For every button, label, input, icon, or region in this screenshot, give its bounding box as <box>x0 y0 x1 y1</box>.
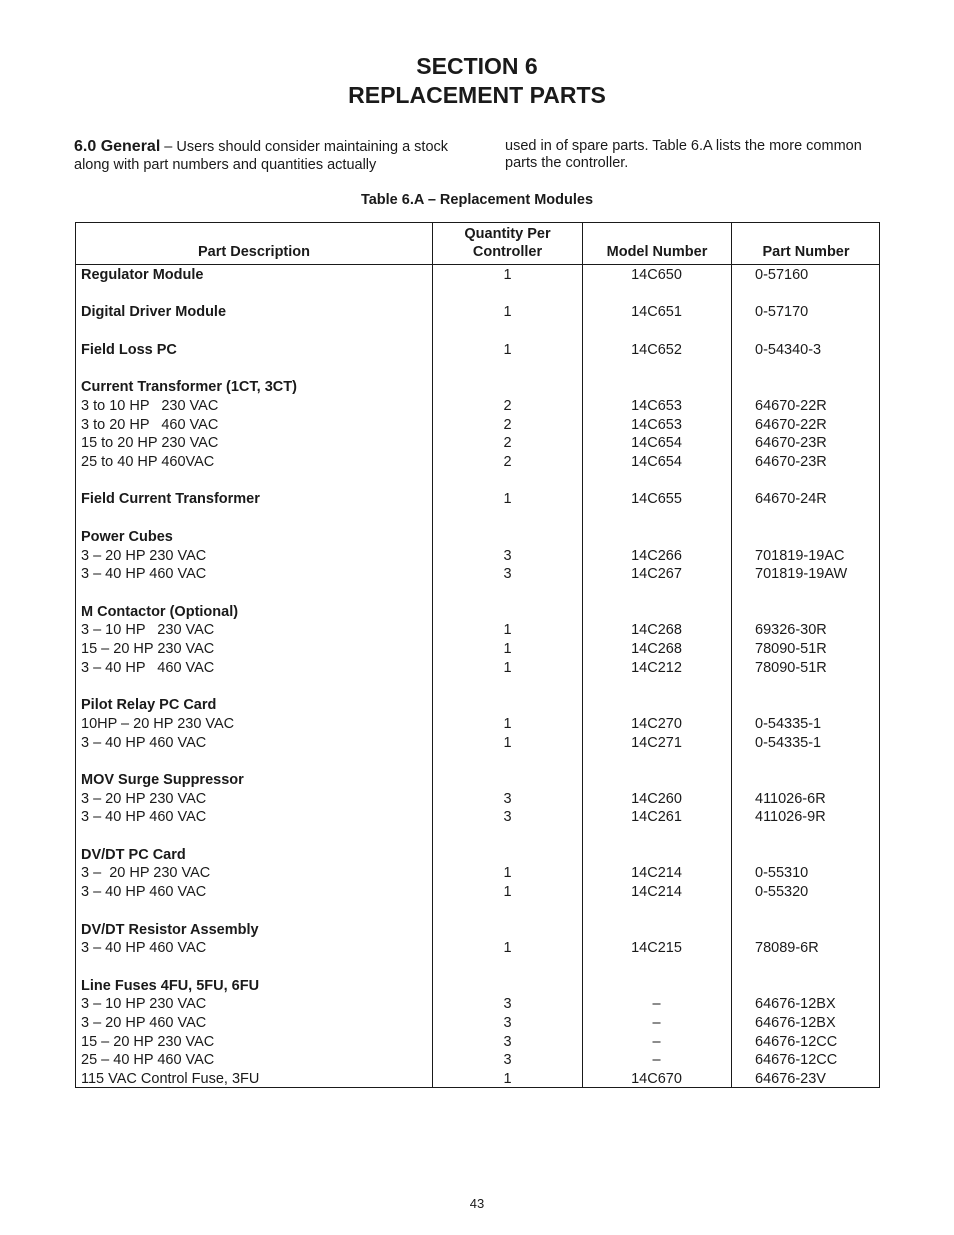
table-row <box>76 715 881 734</box>
table-row <box>76 360 881 379</box>
cell-quantity: 1 <box>503 884 512 901</box>
page-number: 43 <box>469 1196 485 1211</box>
table-row <box>76 977 881 996</box>
cell-part-number: 0-54335-1 <box>755 715 822 732</box>
cell-model-number: 14C268 <box>631 622 682 639</box>
cell-quantity: 2 <box>503 397 512 414</box>
table-row <box>76 883 881 902</box>
table-row <box>76 621 881 640</box>
cell-quantity: 1 <box>503 1071 512 1088</box>
table-row <box>76 808 881 827</box>
cell-part-number: 64676-12BX <box>755 1015 836 1031</box>
cell-description: 3 – 20 HP 230 VAC <box>81 865 211 882</box>
cell-quantity: 3 <box>503 1015 512 1031</box>
cell-quantity: 3 <box>503 566 512 583</box>
cell-part-number: 64670-22R <box>755 397 827 414</box>
table-row <box>76 528 881 547</box>
table-row <box>76 958 881 977</box>
cell-description: 15 – 20 HP 230 VAC <box>81 641 215 657</box>
cell-description: 3 – 40 HP 460 VAC <box>81 809 207 826</box>
cell-part-number: 78090-51R <box>755 641 827 657</box>
cell-part-number: 411026-9R <box>755 809 826 826</box>
cell-quantity: 3 <box>503 547 512 564</box>
cell-model-number: 14C271 <box>631 734 682 751</box>
cell-description: 25 to 40 HP 460VAC <box>81 454 215 470</box>
cell-part-number: 64676-12CC <box>755 1033 838 1050</box>
cell-model-number: 14C261 <box>631 809 682 826</box>
header-quantity: Quantity Per Controller <box>464 226 551 260</box>
intro-right-column: used in of spare parts. Table 6.A lists the more common parts the controller. <box>505 138 862 171</box>
table-row <box>76 1070 881 1089</box>
cell-part-number: 701819-19AW <box>755 566 848 583</box>
cell-model-number: 14C670 <box>631 1071 682 1088</box>
cell-description: 3 – 40 HP 460 VAC <box>81 884 207 901</box>
table-row <box>76 864 881 883</box>
cell-model-number: 14C650 <box>631 267 682 283</box>
cell-description: 115 VAC Control Fuse, 3FU <box>81 1071 260 1088</box>
cell-description: 3 to 20 HP 460 VAC <box>81 416 219 433</box>
cell-model-number: 14C215 <box>631 940 682 957</box>
header-part-description: Part Description <box>198 244 310 260</box>
cell-quantity: 3 <box>503 1033 512 1050</box>
cell-model-number: – <box>652 1015 661 1031</box>
cell-quantity: 1 <box>503 267 512 283</box>
cell-description: Power Cubes <box>81 528 173 545</box>
cell-part-number: 78090-51R <box>755 659 827 676</box>
cell-quantity: 1 <box>503 304 512 321</box>
cell-description: 3 to 10 HP 230 VAC <box>81 397 219 414</box>
cell-quantity: 3 <box>503 996 512 1013</box>
cell-model-number: 14C654 <box>631 435 682 452</box>
replacement-modules-table <box>75 222 880 1088</box>
table-row <box>76 790 881 809</box>
cell-quantity: 2 <box>503 416 512 433</box>
table-row <box>76 995 881 1014</box>
cell-quantity: 1 <box>503 940 512 957</box>
cell-description: DV/DT PC Card <box>81 846 186 863</box>
cell-part-number: 0-57170 <box>755 304 809 321</box>
cell-part-number: 64676-12CC <box>755 1052 838 1069</box>
table-row <box>76 509 881 528</box>
intro-left-column <box>74 138 464 174</box>
cell-description: Pilot Relay PC Card <box>81 697 217 714</box>
cell-part-number: 0-57160 <box>755 267 809 283</box>
cell-part-number: 0-54335-1 <box>755 734 822 751</box>
cell-model-number: 14C651 <box>631 304 682 321</box>
cell-quantity: 3 <box>503 1052 512 1069</box>
cell-model-number: 14C212 <box>631 659 682 676</box>
cell-description: 10HP – 20 HP 230 VAC <box>81 715 235 732</box>
cell-description: Digital Driver Module <box>81 304 227 321</box>
table-row <box>76 827 881 846</box>
cell-description: Current Transformer (1CT, 3CT) <box>81 379 297 396</box>
cell-part-number: 64670-23R <box>755 454 827 470</box>
cell-model-number: 14C653 <box>631 397 682 414</box>
table-row <box>76 472 881 491</box>
table-row <box>76 939 881 958</box>
cell-part-number: 411026-6R <box>755 790 826 807</box>
table-row <box>76 752 881 771</box>
cell-description: 3 – 40 HP 460 VAC <box>81 566 207 583</box>
table-row <box>76 1051 881 1070</box>
table-row <box>76 1033 881 1052</box>
table-row <box>76 341 881 360</box>
cell-model-number: – <box>652 1033 661 1050</box>
table-row <box>76 696 881 715</box>
table-row <box>76 322 881 341</box>
cell-description: 3 – 10 HP 230 VAC <box>81 622 215 639</box>
cell-description: 3 – 10 HP 230 VAC <box>81 996 207 1013</box>
header-model-number: Model Number <box>606 244 708 260</box>
cell-description: Line Fuses 4FU, 5FU, 6FU <box>81 977 260 994</box>
cell-model-number: 14C655 <box>631 491 682 508</box>
cell-description: 15 – 20 HP 230 VAC <box>81 1033 215 1050</box>
cell-part-number: 78089-6R <box>755 940 819 957</box>
cell-part-number: 0-55320 <box>755 884 809 901</box>
section-title <box>0 52 954 110</box>
cell-model-number: 14C214 <box>631 865 682 882</box>
cell-description: 3 – 20 HP 230 VAC <box>81 790 207 807</box>
cell-quantity: 3 <box>503 790 512 807</box>
table-row <box>76 547 881 566</box>
cell-description: Field Current Transformer <box>81 491 260 508</box>
table-row <box>76 416 881 435</box>
table-row <box>76 659 881 678</box>
cell-model-number: 14C266 <box>631 547 682 564</box>
table-caption: Table 6.A – Replacement Modules <box>360 192 594 208</box>
cell-description: 3 – 20 HP 460 VAC <box>81 1015 207 1031</box>
cell-description: 3 – 40 HP 460 VAC <box>81 659 215 676</box>
cell-part-number: 0-54340-3 <box>755 341 822 358</box>
intro-heading: 6.0 General <box>74 138 161 155</box>
cell-quantity: 2 <box>503 435 512 452</box>
cell-quantity: 1 <box>503 491 512 508</box>
table-row <box>76 603 881 622</box>
cell-description: M Contactor (Optional) <box>81 603 239 620</box>
cell-part-number: 0-55310 <box>755 865 809 882</box>
table-row <box>76 565 881 584</box>
cell-quantity: 1 <box>503 865 512 882</box>
table-row <box>76 285 881 304</box>
table-row <box>76 434 881 453</box>
cell-description: Regulator Module <box>81 267 204 283</box>
table-row <box>76 1014 881 1033</box>
cell-model-number: 14C653 <box>631 416 682 433</box>
cell-description: DV/DT Resistor Assembly <box>81 921 259 938</box>
cell-part-number: 64670-23R <box>755 435 827 452</box>
table-row <box>76 397 881 416</box>
cell-model-number: 14C260 <box>631 790 682 807</box>
table-row <box>76 640 881 659</box>
cell-model-number: 14C267 <box>631 566 682 583</box>
cell-description: 15 to 20 HP 230 VAC <box>81 435 219 452</box>
table-row <box>76 303 881 322</box>
table-row <box>76 902 881 921</box>
table-row <box>76 453 881 472</box>
table-row <box>76 771 881 790</box>
table-row <box>76 921 881 940</box>
cell-quantity: 1 <box>503 659 512 676</box>
table-row <box>76 490 881 509</box>
cell-model-number: 14C270 <box>631 715 682 732</box>
cell-quantity: 1 <box>503 641 512 657</box>
cell-model-number: – <box>652 1052 661 1069</box>
cell-description: Field Loss PC <box>81 341 177 358</box>
cell-description: 3 – 40 HP 460 VAC <box>81 734 207 751</box>
cell-quantity: 1 <box>503 734 512 751</box>
cell-description: MOV Surge Suppressor <box>81 771 244 788</box>
cell-quantity: 2 <box>503 454 512 470</box>
cell-part-number: 64676-23V <box>755 1071 826 1088</box>
cell-description: 25 – 40 HP 460 VAC <box>81 1052 215 1069</box>
cell-model-number: 14C654 <box>631 454 682 470</box>
table-row <box>76 378 881 397</box>
table-row <box>76 584 881 603</box>
table-row <box>76 846 881 865</box>
cell-part-number: 64670-24R <box>755 491 827 508</box>
cell-part-number: 701819-19AC <box>755 547 845 564</box>
cell-part-number: 64670-22R <box>755 416 827 433</box>
cell-model-number: – <box>652 996 661 1013</box>
intro-left-text: – Users should consider maintaining a stock along with part numbers and quantities actually <box>74 139 449 173</box>
header-part-number: Part Number <box>762 244 850 260</box>
cell-model-number: 14C268 <box>631 641 682 657</box>
cell-model-number: 14C214 <box>631 884 682 901</box>
table-row <box>76 266 881 285</box>
table-row <box>76 734 881 753</box>
section-number: SECTION 6 <box>416 53 538 79</box>
cell-part-number: 69326-30R <box>755 622 827 639</box>
section-name: REPLACEMENT PARTS <box>348 82 606 108</box>
cell-description: 3 – 40 HP 460 VAC <box>81 940 207 957</box>
cell-part-number: 64676-12BX <box>755 996 836 1013</box>
cell-quantity: 1 <box>503 341 512 358</box>
cell-quantity: 3 <box>503 809 512 826</box>
cell-quantity: 1 <box>503 715 512 732</box>
cell-description: 3 – 20 HP 230 VAC <box>81 547 207 564</box>
cell-model-number: 14C652 <box>631 341 682 358</box>
cell-quantity: 1 <box>503 622 512 639</box>
table-row <box>76 677 881 696</box>
